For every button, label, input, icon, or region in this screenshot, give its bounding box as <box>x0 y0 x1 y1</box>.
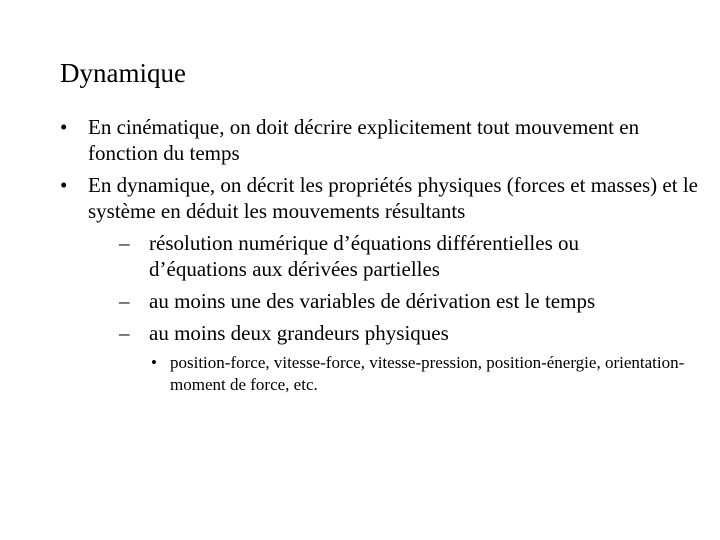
sub-bullet-marker: – <box>119 321 130 345</box>
sub-bullet-item <box>119 288 679 314</box>
bullet-marker: • <box>60 115 68 139</box>
bullet-item <box>60 172 700 224</box>
bullet-item <box>60 114 700 166</box>
slide-title: Dynamique <box>60 58 186 88</box>
sub-bullet-marker: – <box>119 231 130 255</box>
slide-content <box>60 114 700 400</box>
bullet-text: En cinématique, on doit décrire explicitement tout mouvement en fonction du temps <box>88 115 640 165</box>
sub-bullet-text: résolution numérique d’équations différentielles ou d’équations aux dérivées partielles <box>149 231 579 281</box>
sub-sub-bullet-marker: • <box>151 353 157 372</box>
sub-sub-bullet-text: position-force, vitesse-force, vitesse-pression, position-énergie, orientation-moment de force, etc. <box>170 353 685 394</box>
bullet-marker: • <box>60 173 68 197</box>
bullet-text: En dynamique, on décrit les propriétés physiques (forces et masses) et le système en déduit les mouvements résultants <box>88 173 698 223</box>
sub-bullet-marker: – <box>119 289 130 313</box>
sub-sub-bullet-item <box>151 352 690 396</box>
sub-bullet-item <box>119 320 679 346</box>
sub-bullet-text: au moins deux grandeurs physiques <box>149 321 449 345</box>
sub-bullet-item <box>119 230 679 282</box>
sub-bullet-text: au moins une des variables de dérivation est le temps <box>149 289 596 313</box>
